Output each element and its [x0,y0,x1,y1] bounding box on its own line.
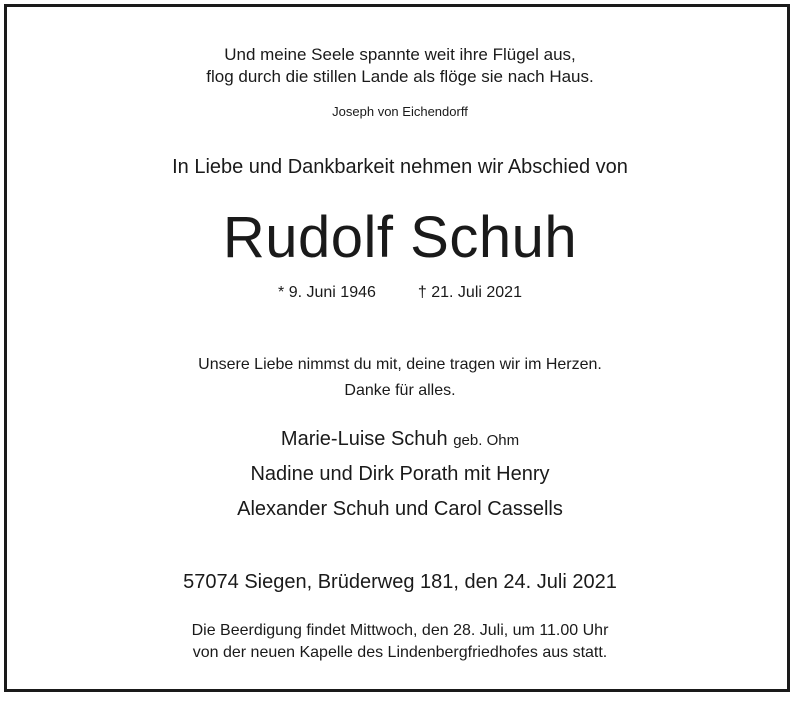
quote-line-1: Unsere Liebe nimmst du mit, deine tragen wir im Herzen. [198,356,602,373]
birth-date: * 9. Juni 1946 [278,284,376,301]
funeral-line-1: Die Beerdigung findet Mittwoch, den 28. Juli, um 11.00 Uhr [191,622,609,639]
poem-author: Joseph von Eichendorff [332,104,468,119]
quote-line-2: Danke für alles. [344,382,456,399]
mourner-1-name: Marie-Luise Schuh [280,428,448,450]
mourner-1-note: geb. Ohm [453,432,520,449]
life-dates [0,284,800,302]
poem-line-2: flog durch die stillen Lande als flöge sie nach Haus. [206,67,594,86]
mourner-3: Alexander Schuh und Carol Cassells [237,498,563,520]
death-date: † 21. Juli 2021 [417,284,522,301]
mourner-1 [0,428,800,451]
poem-line-1: Und meine Seele spannte weit ihre Flügel aus, [224,45,576,64]
intro-text: In Liebe und Dankbarkeit nehmen wir Abschied von [172,156,628,178]
funeral-line-2: von der neuen Kapelle des Lindenbergfriedhofes aus statt. [192,644,608,661]
deceased-name: Rudolf Schuh [222,205,578,270]
mourner-2: Nadine und Dirk Porath mit Henry [250,463,550,485]
place-and-date: 57074 Siegen, Brüderweg 181, den 24. Juli 2021 [183,571,617,593]
